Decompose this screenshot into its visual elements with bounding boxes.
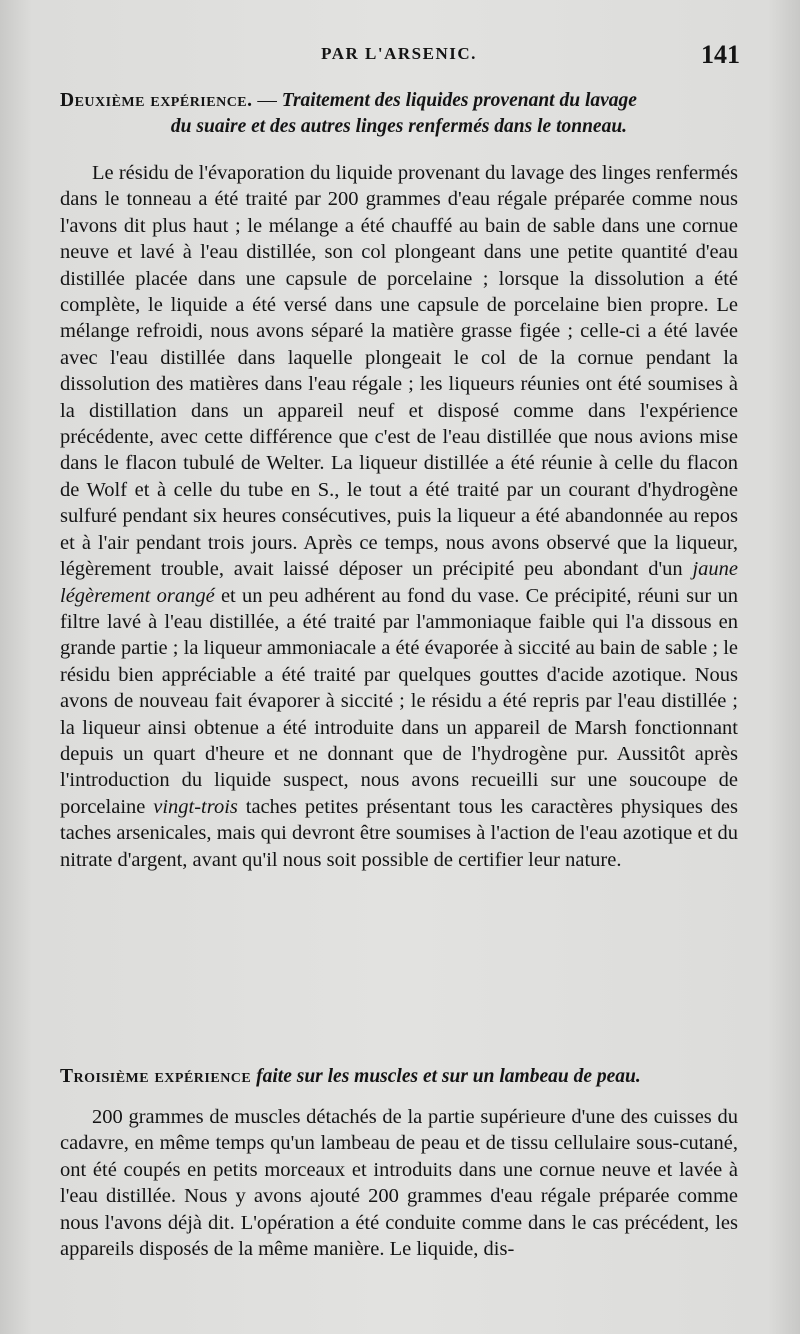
running-title: PAR L'ARSENIC.	[321, 44, 477, 63]
paragraph-text: Le résidu de l'évaporation du liquide provenant du lavage des linges renfermés dans le tonneau a été traité par 200 grammes d'eau régale préparée comme nous l'avons dit plus haut ; le mélange a été chauffé au bain de sable dans une cornue neuve et lavé à l'eau distillée, son col plongeant dans une petite quantité d'eau distillée placée dans une capsule de porcelaine ; lorsque la dissolution a été complète, le liquide a été versé dans une capsule de porcelaine bien propre. Le mélange refroidi, nous avons séparé la matière grasse figée ; celle-ci a été lavée avec l'eau distillée dans laquelle plongeait le col de la cornue pendant la dissolution des matières dans l'eau régale ; les liqueurs réunies ont été soumises à la distillation dans un appareil neuf et disposé comme dans l'expérience précédente, avec cette différence que c'est de l'eau distillée que nous avions mise dans le flacon tubulé de Welter. La liqueur distillée a été réunie à celle du flacon de Wolf et à celle du tube en S., le tout a été traité par un courant d'hydrogène sulfuré pendant six heures consécutives, puis la liqueur a été abandonnée au repos et à l'air pendant trois jours. Après ce temps, nous avons observé que la liqueur, légèrement trouble, avait laissé déposer un précipité peu abondant d'un	[60, 162, 738, 581]
italic-phrase-jaune: jaune légèrement orangé	[60, 558, 738, 607]
heading-dash: —	[252, 90, 282, 111]
page-number: 141	[701, 40, 740, 69]
section-lead: Deuxième expérience.	[60, 90, 253, 111]
section-heading-troisieme-experience	[60, 1064, 738, 1090]
section-heading-deuxieme-experience	[60, 88, 738, 140]
section-title-line1: Traitement des liquides provenant du lavage	[281, 90, 637, 111]
running-head	[60, 40, 740, 74]
paragraph-text: et un peu adhérent au fond du vase. Ce précipité, réuni sur un filtre lavé à l'eau distillée, a été traité par l'ammoniaque faible qui l'a dissous en grande partie ; la liqueur ammoniacale a été évaporée à siccité au bain de sable ; le résidu bien appréciable a été traité par quelques gouttes d'acide azotique. Nous avons de nouveau fait évaporer à siccité ; le résidu a été repris par l'eau distillée ; la liqueur ainsi obtenue a été introduite dans un appareil de Marsh fonctionnant depuis un quart d'heure et ne donnant que de l'hydrogène pur. Aussitôt après l'introduction du liquide suspect, nous avons recueilli sur une soucoupe de porcelaine	[60, 584, 738, 818]
section-title-line2: du suaire et des autres linges renfermés dans le tonneau.	[170, 116, 628, 137]
section-lead: Troisième expérience	[60, 1066, 252, 1087]
paragraph-text: taches petites présentant tous les caractères physiques des taches arsenicales, mais qui devront être soumises à l'action de l'eau azotique et du nitrate d'argent, avant qu'il nous soit possible de certifier leur nature.	[60, 795, 738, 871]
italic-phrase-vingt-trois: vingt-trois	[153, 795, 238, 818]
section-title: faite sur les muscles et sur un lambeau de peau.	[251, 1066, 641, 1087]
paragraph-muscles: 200 grammes de muscles détachés de la partie supérieure d'une des cuisses du cadavre, en même temps qu'un lambeau de peau et de tissu cellulaire sous-cutané, ont été coupés en petits morceaux et introduits dans une cornue neuve et lavée à l'eau distillée. Nous y avons ajouté 200 grammes d'eau régale préparée comme nous l'avons déjà dit. L'opération a été conduite comme dans le cas précédent, les appareils disposés de la même manière. Le liquide, dis-	[60, 1106, 738, 1261]
paragraph-residu	[60, 160, 738, 873]
